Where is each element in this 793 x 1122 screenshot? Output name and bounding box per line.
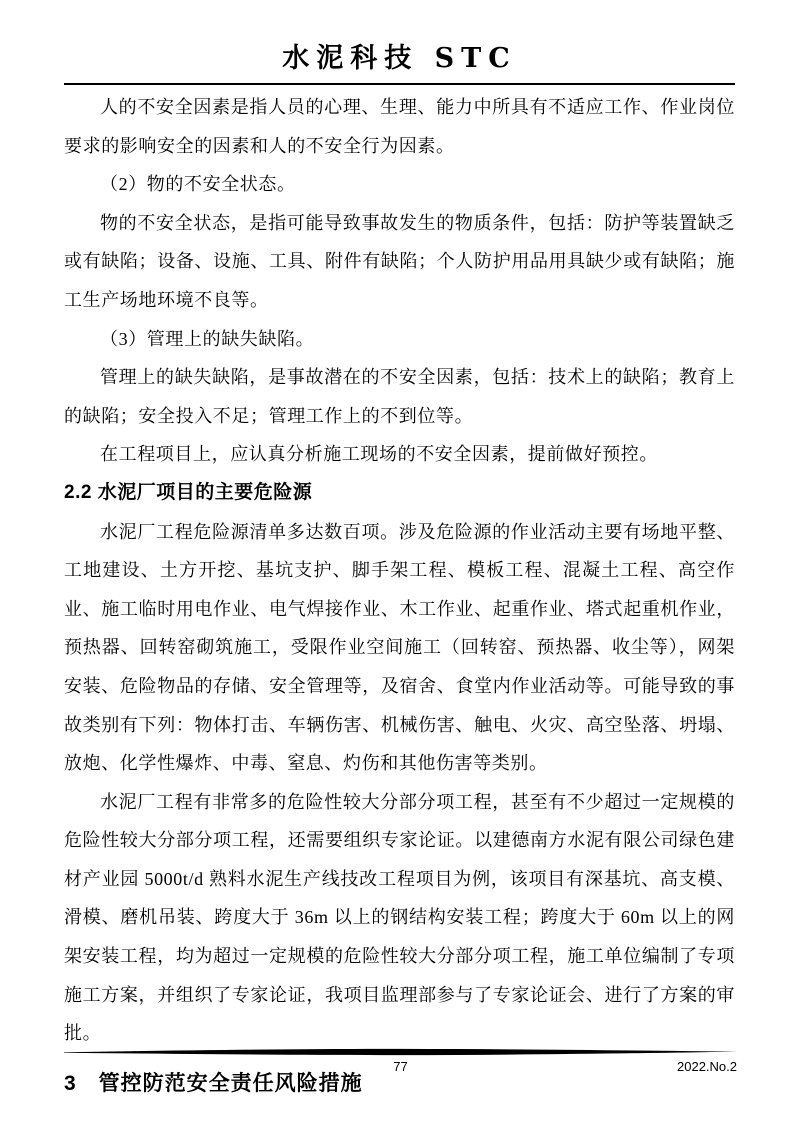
paragraph-hazard-sources-list: 水泥厂工程危险源清单多达数百项。涉及危险源的作业活动主要有场地平整、工地建设、土方开挖、基坑支护、脚手架工程、模板工程、混凝土工程、高空作业、施工临时用电作业、电气焊接作业、木工作业、起重作业、塔式起重机作业，预热器、回转窑砌筑施工，受限作业空间施工（回转窑、预热器、收尘等），网架安装、危险物品的存储、安全管理等，及宿舍、食堂内作业活动等。可能导致的事故类别有下列：物体打击、车辆伤害、机械伤害、触电、火灾、高空坠落、坍塌、放炮、化学性爆炸、中毒、窒息、灼伤和其他伤害等类别。 xyxy=(64,521,735,774)
section-heading-2-2: 2.2 水泥厂项目的主要危险源 xyxy=(64,481,313,503)
footer-row xyxy=(64,1056,737,1078)
paragraph-item-2-title: （2）物的不安全状态。 xyxy=(100,174,296,195)
paragraph-human-unsafe-factors: 人的不安全因素是指人员的心理、生理、能力中所具有不适应工作、作业岗位要求的影响安全的因素和人的不安全行为因素。 xyxy=(64,97,735,156)
paragraph-object-unsafe-state: 物的不安全状态，是指可能导致事故发生的物质条件，包括：防护等装置缺乏或有缺陷；设备、设施、工具、附件有缺陷；个人防护用品用具缺少或有缺陷；施工生产场地环境不良等。 xyxy=(64,212,735,310)
paragraph-item-3-title: （3）管理上的缺失缺陷。 xyxy=(100,328,315,349)
page-footer xyxy=(64,1048,737,1078)
issue-label: 2022.No.2 xyxy=(677,1059,737,1074)
footer-rule xyxy=(64,1048,737,1056)
article-body xyxy=(64,88,735,1105)
paragraph-large-scale-works-example: 水泥厂工程有非常多的危险性较大分部分项工程，甚至有不少超过一定规模的危险性较大分部分项工程，还需要组织专家论证。以建德南方水泥有限公司绿色建材产业园 5000t/d 熟料水泥生产线技改工程项目为例，该项目有深基坑、高支模、滑模、磨机吊装、跨度大于 36m 以上的钢结构安装工程；跨度大于 60m 以上的网架安装工程，均为超过一定规模的危险性较大分部分项工程，施工单位编制了专项施工方案，并组织了专家论证，我项目监理部参与了专家论证会、进行了方案的审批。 xyxy=(64,791,735,1044)
paragraph-project-precontrol: 在工程项目上，应认真分析施工现场的不安全因素，提前做好预控。 xyxy=(100,444,658,465)
journal-title: 水泥科技 STC xyxy=(282,43,517,74)
header-rule xyxy=(64,83,735,85)
section-heading-3: 3 管控防范安全责任风险措施 xyxy=(64,1071,363,1095)
page-header xyxy=(64,44,735,85)
page-number: 77 xyxy=(393,1059,408,1074)
paragraph-management-defects: 管理上的缺失缺陷，是事故潜在的不安全因素，包括：技术上的缺陷；教育上的缺陷；安全投入不足；管理工作上的不到位等。 xyxy=(64,367,735,426)
